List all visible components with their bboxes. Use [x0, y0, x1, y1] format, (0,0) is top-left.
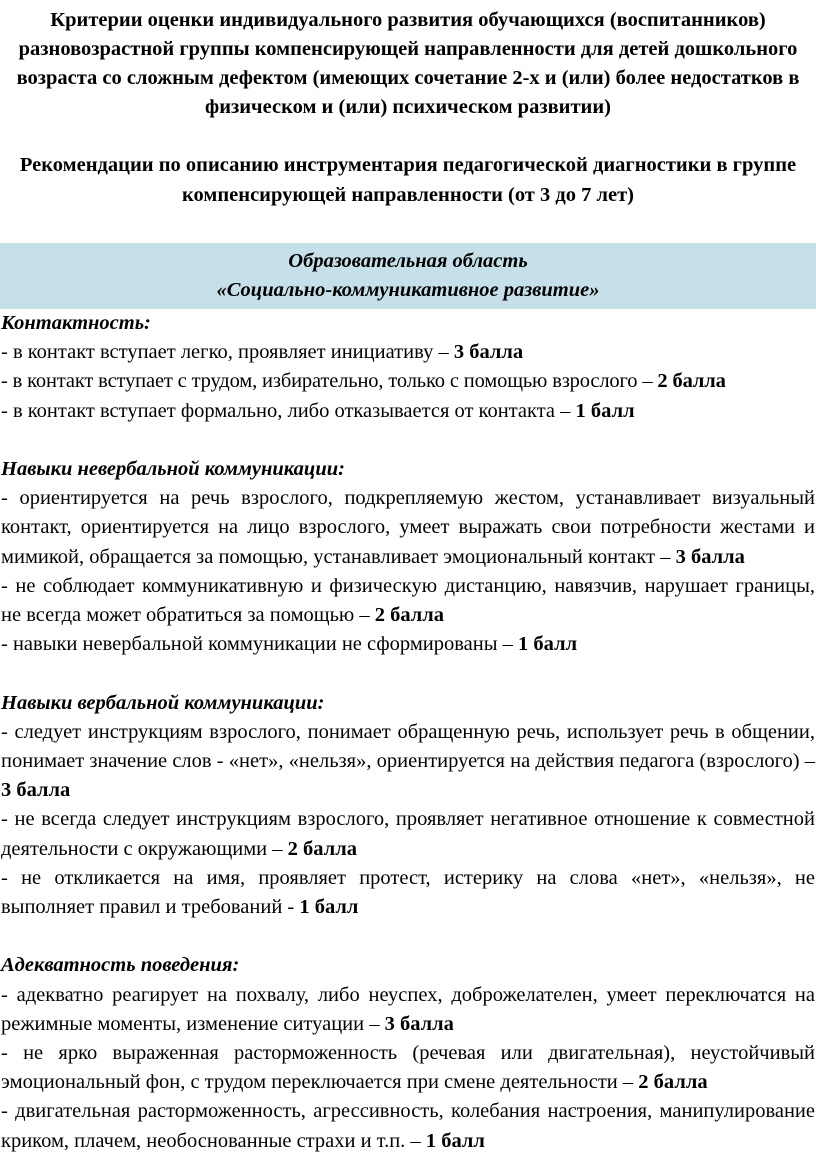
criteria-text: - не всегда следует инструкциям взрослого, проявляет негативное отношение к совместной деятельности с окружающими – [1, 808, 815, 860]
document-title: Критерии оценки индивидуального развития обучающихся (воспитанников) разновозрастной группы компенсирующей направленности для детей дошкольного возраста со сложным дефектом (имеющих сочетание 2-х и (или) более недостатков в физическом и (или) психическом развитии) [16, 9, 800, 118]
criteria-score: 3 балла [453, 341, 524, 364]
criteria-content [0, 309, 816, 1156]
criteria-section-contact [1, 309, 815, 426]
criteria-item [1, 718, 815, 806]
section-heading: Адекватность поведения: [1, 954, 240, 977]
section-heading: Навыки невербальной коммуникации: [1, 458, 345, 480]
section-heading: Контактность: [1, 312, 151, 334]
criteria-text: - не откликается на имя, проявляет протест, истерику на слова «нет», «нельзя», не выполняет правил и требований - [1, 866, 815, 919]
criteria-score: 2 балла [657, 370, 726, 393]
criteria-item [1, 981, 815, 1039]
criteria-score: 1 балл [575, 399, 635, 422]
criteria-section-verbal [1, 689, 815, 923]
criteria-section-behavior [1, 951, 815, 1155]
criteria-score: 2 балла [638, 1071, 708, 1094]
criteria-text: - не ярко выраженная расторможенность (речевая или двигательная), неустойчивый эмоциональный фон, с трудом переключается при смене деятельности – [1, 1042, 815, 1094]
criteria-item [1, 484, 815, 572]
criteria-text: - в контакт вступает с трудом, избирательно, только с помощью взрослого – [1, 370, 658, 393]
criteria-text: - следует инструкциям взрослого, понимает обращенную речь, использует речь в общении, понимает значение слов - «нет», «нельзя», ориентируется на действия педагога (взрослого) – [1, 720, 815, 773]
criteria-text: - адекватно реагирует на похвалу, либо неуспех, доброжелателен, умеет переключатся на режимные моменты, изменение ситуации – [1, 983, 815, 1035]
section-spacer [1, 922, 815, 951]
document-subtitle: Рекомендации по описанию инструментария педагогической диагностики в группе компенсирующей направленности (от 3 до 7 лет) [19, 154, 797, 206]
criteria-score: 1 балл [299, 896, 359, 919]
criteria-score: 3 балла [1, 779, 71, 802]
criteria-score: 3 балла [675, 545, 745, 568]
criteria-item [1, 338, 815, 367]
criteria-text: - в контакт вступает легко, проявляет инициативу – [1, 341, 454, 364]
section-spacer [1, 659, 815, 688]
criteria-item [1, 397, 815, 426]
section-spacer [1, 426, 815, 455]
criteria-text: - в контакт вступает формально, либо отказывается от контакта – [1, 399, 576, 422]
educational-area-banner [0, 243, 816, 309]
educational-area-label: Образовательная область [288, 250, 528, 272]
criteria-text: - ориентируется на речь взрослого, подкрепляемую жестом, устанавливает визуальный контакт, ориентируется на лицо взрослого, умеет выражать свои потребности жестами и мимикой, обращается за помощью, устанавливает эмоциональный контакт – [1, 487, 815, 568]
criteria-score: 2 балла [374, 604, 445, 627]
criteria-text: - двигательная расторможенность, агрессивность, колебания настроения, манипулирование криком, плачем, необоснованные страхи и т.п. – [1, 1100, 815, 1152]
criteria-item [1, 1097, 815, 1155]
section-heading: Навыки вербальной коммуникации: [1, 691, 325, 714]
criteria-text: - не соблюдает коммуникативную и физическую дистанцию, навязчив, нарушает границы, не всегда может обратиться за помощью – [1, 574, 815, 627]
criteria-item [1, 367, 815, 396]
criteria-section-nonverbal [1, 455, 815, 659]
educational-area-name: «Социально-коммуникативное развитие» [216, 279, 600, 301]
criteria-text: - навыки невербальной коммуникации не сформированы – [1, 633, 519, 656]
criteria-item [1, 572, 815, 630]
criteria-score: 1 балл [518, 633, 578, 656]
criteria-score: 2 балла [287, 837, 357, 860]
criteria-score: 1 балл [425, 1129, 485, 1152]
criteria-item [1, 630, 815, 659]
criteria-item [1, 1039, 815, 1097]
criteria-item [1, 864, 815, 922]
criteria-score: 3 балла [384, 1012, 454, 1035]
criteria-item [1, 805, 815, 863]
